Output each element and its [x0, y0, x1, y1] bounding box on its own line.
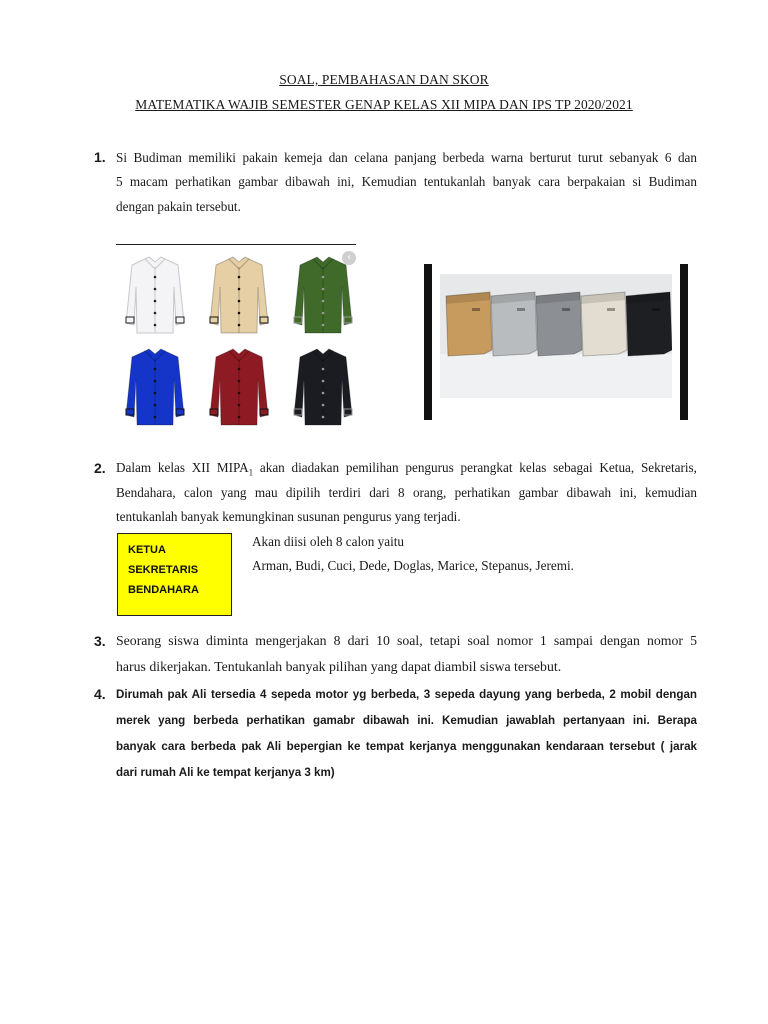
- shirt-green: [288, 253, 358, 337]
- question-3-line-1: Seorang siswa diminta mengerjakan 8 dari 10 soal, tetapi soal nomor 1 sampai dengan nomor 5: [116, 633, 697, 648]
- shirt-white: [120, 253, 190, 337]
- question-4-number: 4.: [94, 686, 106, 702]
- shirt-blue: [120, 345, 190, 429]
- shirt-icon: [120, 345, 190, 429]
- trousers-illustration: [440, 274, 672, 398]
- position-sekretaris: SEKRETARIS: [128, 564, 199, 576]
- trousers-item: [626, 292, 672, 356]
- shirt-icon: [204, 253, 274, 337]
- shirt-beige: [204, 253, 274, 337]
- question-2-line-2: Bendahara, calon yang mau dipilih terdiri dari 8 orang, perhatikan gambar dibawah ini, kemudian: [116, 485, 697, 500]
- question-3-line-2: harus dikerjakan. Tentukanlah banyak pilihan yang dapat diambil siswa tersebut.: [116, 659, 562, 674]
- image-border-right: [680, 264, 688, 420]
- shirt-icon: [288, 253, 358, 337]
- page-subtitle: MATEMATIKA WAJIB SEMESTER GENAP KELAS XII MIPA DAN IPS TP 2020/2021: [135, 97, 633, 112]
- question-2-number: 2.: [94, 460, 106, 476]
- question-2-line-3: tentukanlah banyak kemungkinan susunan pengurus yang terjadi.: [116, 509, 461, 524]
- position-bendahara: BENDAHARA: [128, 584, 199, 596]
- shirt-maroon: [204, 345, 274, 429]
- shirts-image: [116, 244, 356, 433]
- shirt-icon: [288, 345, 358, 429]
- image-border-left: [424, 264, 432, 420]
- candidates-intro: Akan diisi oleh 8 calon yaitu: [252, 534, 404, 549]
- question-3-number: 3.: [94, 633, 106, 649]
- question-4-line-3: banyak cara berbeda pak Ali bepergian ke tempat kerjanya menggunakan kendaraan tersebut ( jarak: [116, 740, 697, 753]
- trousers-image: [424, 264, 690, 420]
- question-1-line-3: dengan pakain tersebut.: [116, 199, 241, 214]
- page-title: SOAL, PEMBAHASAN DAN SKOR: [279, 72, 489, 87]
- trousers-photo: [440, 274, 672, 398]
- position-ketua: KETUA: [128, 544, 166, 556]
- shirt-icon: [204, 345, 274, 429]
- candidates-list: Arman, Budi, Cuci, Dede, Doglas, Marice, Stepanus, Jeremi.: [252, 558, 574, 573]
- trousers-item: [581, 292, 627, 356]
- trousers-item: [446, 292, 492, 356]
- question-1-number: 1.: [94, 149, 106, 165]
- question-1-line-1: Si Budiman memiliki pakain kemeja dan celana panjang berbeda warna berturut turut sebanyak 6 dan: [116, 150, 697, 165]
- shirt-black: [288, 345, 358, 429]
- trousers-item: [491, 292, 537, 356]
- carousel-arrow-icon[interactable]: ‹: [342, 251, 356, 265]
- shirt-icon: [120, 253, 190, 337]
- question-4-line-4: dari rumah Ali ke tempat kerjanya 3 km): [116, 766, 335, 779]
- question-4-line-2: merek yang berbeda perhatikan gamabr dibawah ini. Kemudian jawablah pertanyaan ini. Berapa: [116, 714, 697, 727]
- officer-positions-box: [117, 533, 232, 616]
- trousers-item: [536, 292, 582, 356]
- question-1-line-2: 5 macam perhatikan gambar dibawah ini, Kemudian tentukanlah banyak cara berpakaian si Budiman: [116, 174, 697, 189]
- question-2-line-1: Dalam kelas XII $MIPA_1$ akan diadakan pemilihan pengurus perangkat kelas sebagai Ketua, Sekretaris,: [116, 460, 697, 478]
- question-4-line-1: Dirumah pak Ali tersedia 4 sepeda motor yg berbeda, 3 sepeda dayung yang berbeda, 2 mobil dengan: [116, 688, 697, 701]
- photo-floor: [440, 354, 672, 398]
